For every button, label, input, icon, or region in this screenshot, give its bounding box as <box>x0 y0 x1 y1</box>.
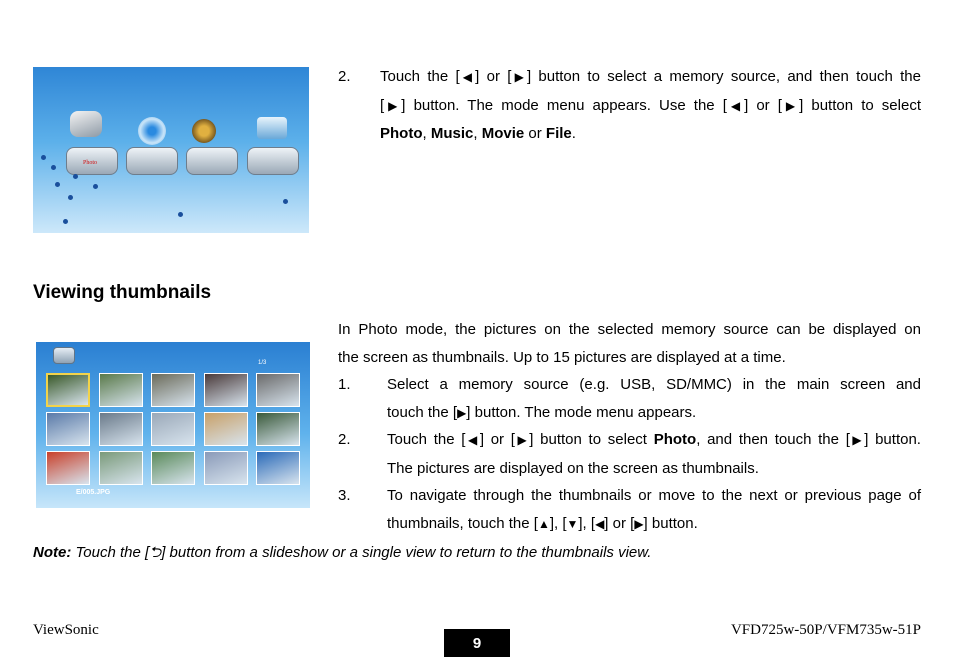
thumbnail[interactable] <box>151 412 195 446</box>
step-number: 2. <box>338 431 351 448</box>
up-arrow-icon: ▲ <box>537 516 550 531</box>
thumbnail[interactable] <box>46 451 90 485</box>
left-arrow-icon: ◀ <box>459 70 476 84</box>
step-number: 3. <box>338 487 351 504</box>
play-icon: ▶ <box>849 433 865 447</box>
thumbnail-view-screenshot <box>36 342 310 508</box>
right-arrow-icon: ▶ <box>514 433 530 447</box>
play-icon: ▶ <box>384 98 402 113</box>
section-heading: Viewing thumbnails <box>33 282 212 303</box>
thumbnail[interactable] <box>46 373 90 407</box>
file-mode-icon <box>247 125 299 177</box>
right-arrow-icon: ▶ <box>511 70 527 84</box>
folder-icon <box>257 117 287 139</box>
photo-mode-icon <box>53 347 75 364</box>
music-disc-icon <box>138 117 166 145</box>
thumbnail[interactable] <box>99 451 143 485</box>
right-arrow-icon: ▶ <box>634 516 644 531</box>
mode-menu-screenshot <box>33 67 309 233</box>
thumbnail[interactable] <box>151 373 195 407</box>
thumbnail[interactable] <box>151 451 195 485</box>
left-arrow-icon: ◀ <box>465 433 480 447</box>
music-mode-icon <box>126 125 178 177</box>
movie-mode-icon <box>186 125 238 177</box>
step3-paragraph: To navigate through the thumbnails or move to the next or previous page of thumbnails, touch the [▲], [▼], [◀] or [▶] button. <box>387 487 921 532</box>
thumbnail[interactable] <box>204 412 248 446</box>
thumbnail[interactable] <box>204 451 248 485</box>
left-arrow-icon: ◀ <box>726 98 745 113</box>
back-icon: ⮌ <box>149 544 162 561</box>
page-number: 9 <box>444 629 510 657</box>
thumbnail[interactable] <box>99 412 143 446</box>
selected-filename: E/005.JPG <box>76 489 111 496</box>
left-arrow-icon: ◀ <box>595 516 605 531</box>
photo-mode-icon <box>66 125 118 177</box>
camera-icon <box>70 111 102 137</box>
note-label: Note: <box>33 544 72 561</box>
thumbnail[interactable] <box>256 451 300 485</box>
thumbnail[interactable] <box>256 412 300 446</box>
page-indicator: 1/3 <box>258 360 267 366</box>
film-reel-icon <box>192 119 216 143</box>
step1-paragraph: Select a memory source (e.g. USB, SD/MMC) in the main screen and touch the [▶] button. The mode menu appears. <box>387 376 921 421</box>
step2-top-paragraph: Touch the [◀] or [▶] button to select a memory source, and then touch the [▶] button. The mode menu appears. Use the [◀] or [▶] button to select Photo, Music, Movie or File. <box>380 68 921 142</box>
screen1-mode-label: Photo <box>83 160 98 166</box>
intro-paragraph: In Photo mode, the pictures on the selected memory source can be displayed on the screen as thumbnails. Up to 15 pictures are displayed at a time. <box>338 321 921 366</box>
right-arrow-icon: ▶ <box>781 98 800 113</box>
play-icon: ▶ <box>457 405 467 420</box>
thumbnail[interactable] <box>99 373 143 407</box>
step2-paragraph: Touch the [◀] or [▶] button to select Photo, and then touch the [▶] button. The pictures are displayed on the screen as thumbnails. <box>387 431 921 477</box>
step-number: 2. <box>338 68 351 85</box>
thumbnail[interactable] <box>46 412 90 446</box>
note-paragraph: Note: Touch the [⮌] button from a slideshow or a single view to return to the thumbnails view. <box>33 544 652 561</box>
footer-brand: ViewSonic <box>33 622 99 638</box>
thumbnail[interactable] <box>256 373 300 407</box>
footer-model: VFD725w-50P/VFM735w-51P <box>730 622 921 638</box>
thumbnail[interactable] <box>204 373 248 407</box>
down-arrow-icon: ▼ <box>566 516 579 531</box>
step-number: 1. <box>338 376 351 393</box>
